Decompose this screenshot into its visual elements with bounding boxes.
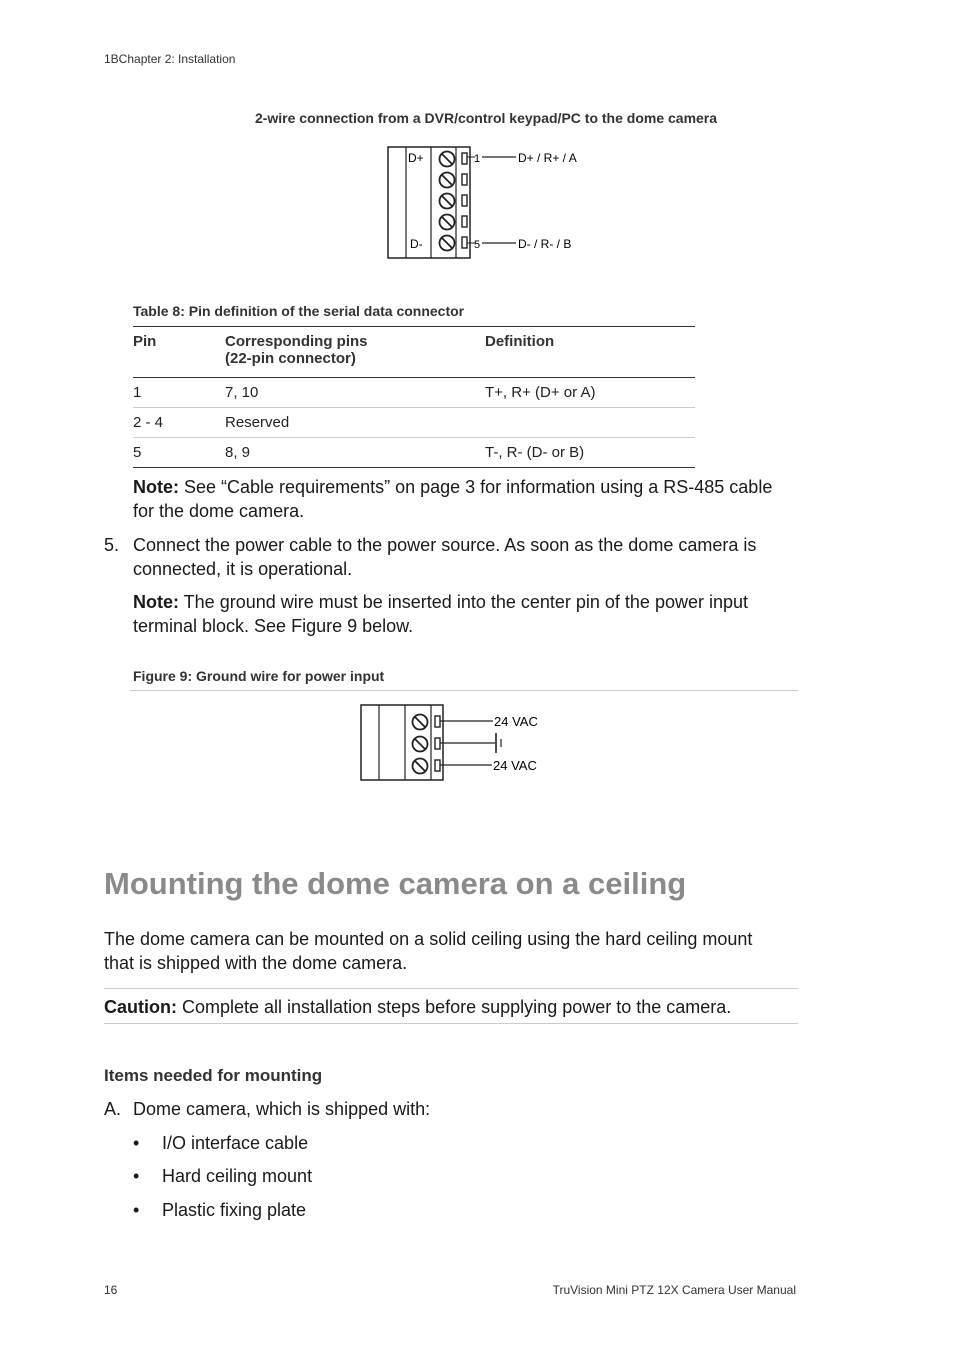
table-row: 5 8, 9 T-, R- (D- or B): [133, 438, 695, 468]
list-item: Dome camera, which is shipped with:: [133, 1099, 431, 1119]
note-cable-requirements: Note: See “Cable requirements” on page 3 for information using a RS-485 cable for the dome camera.: [133, 477, 773, 521]
bullet-icon: •: [133, 1200, 140, 1220]
table-caption: Table 8: Pin definition of the serial data connector: [133, 303, 465, 319]
caution-top-rule: [104, 988, 798, 989]
bullet-icon: •: [133, 1166, 140, 1186]
power-ground-diagram: [358, 702, 558, 784]
running-header: 1BChapter 2: Installation: [104, 52, 236, 66]
list-item: I/O interface cable: [162, 1133, 309, 1153]
step-number: 5.: [104, 535, 120, 555]
table-header-row: [133, 327, 695, 378]
screw-icon-1: [440, 152, 455, 167]
ground-icon: [496, 733, 501, 753]
screw-icon-5: [440, 236, 455, 251]
pin-number-5: 5: [474, 239, 481, 251]
pin-definition-table: [133, 326, 695, 468]
wire-label-negative: D- / R- / B: [518, 237, 572, 251]
wire-label-positive: D+ / R+ / A: [518, 151, 577, 165]
list-letter: A.: [104, 1099, 122, 1119]
pin-slots: [435, 716, 440, 771]
header-corresponding-pins: Corresponding pins (22-pin connector): [225, 327, 485, 378]
header-definition: Definition: [485, 327, 695, 378]
list-item: Hard ceiling mount: [162, 1166, 313, 1186]
header-pin: Pin: [133, 327, 225, 378]
screw-icon-3: [413, 759, 428, 774]
power-label-top: 24 VAC: [494, 714, 538, 729]
figure-title: 2-wire connection from a DVR/control keypad/PC to the dome camera: [254, 110, 718, 126]
screw-icon-2: [413, 737, 428, 752]
screw-icon-1: [413, 715, 428, 730]
terminal-block-outline: [388, 147, 470, 258]
page-number: 16: [104, 1283, 118, 1297]
section-title: Mounting the dome camera on a ceiling: [104, 866, 687, 901]
power-label-bottom: 24 VAC: [493, 758, 537, 773]
figure-9-caption: Figure 9: Ground wire for power input: [133, 668, 385, 684]
pin-slots: [462, 153, 467, 248]
screw-icon-2: [440, 173, 455, 188]
screw-icons: [413, 715, 428, 774]
rs485-connection-diagram: [385, 144, 595, 262]
step-text: Connect the power cable to the power source. As soon as the dome camera is connected, it is operational.: [133, 535, 757, 579]
section-intro: The dome camera can be mounted on a solid ceiling using the hard ceiling mount that is shipped with the dome camera.: [104, 929, 753, 973]
caution-notice: Caution: Complete all installation steps before supplying power to the camera.: [104, 997, 732, 1017]
label-d-minus: D-: [410, 237, 423, 251]
table-row: 1 7, 10 T+, R+ (D+ or A): [133, 378, 695, 408]
footer-title: TruVision Mini PTZ 12X Camera User Manual: [552, 1283, 796, 1297]
items-heading: Items needed for mounting: [104, 1066, 323, 1085]
screw-icon-3: [440, 194, 455, 209]
pin-number-1: 1: [474, 153, 481, 165]
list-item: Plastic fixing plate: [162, 1200, 307, 1220]
label-d-plus: D+: [408, 151, 424, 165]
table-row: 2 - 4 Reserved: [133, 408, 695, 438]
bullet-icon: •: [133, 1133, 140, 1153]
screw-icon-4: [440, 215, 455, 230]
screw-icons: [440, 152, 455, 251]
caution-bottom-rule: [104, 1023, 798, 1024]
note-ground-wire: Note: The ground wire must be inserted into the center pin of the power input terminal block. See Figure 9 below.: [133, 592, 749, 636]
caption-divider: [130, 690, 798, 691]
